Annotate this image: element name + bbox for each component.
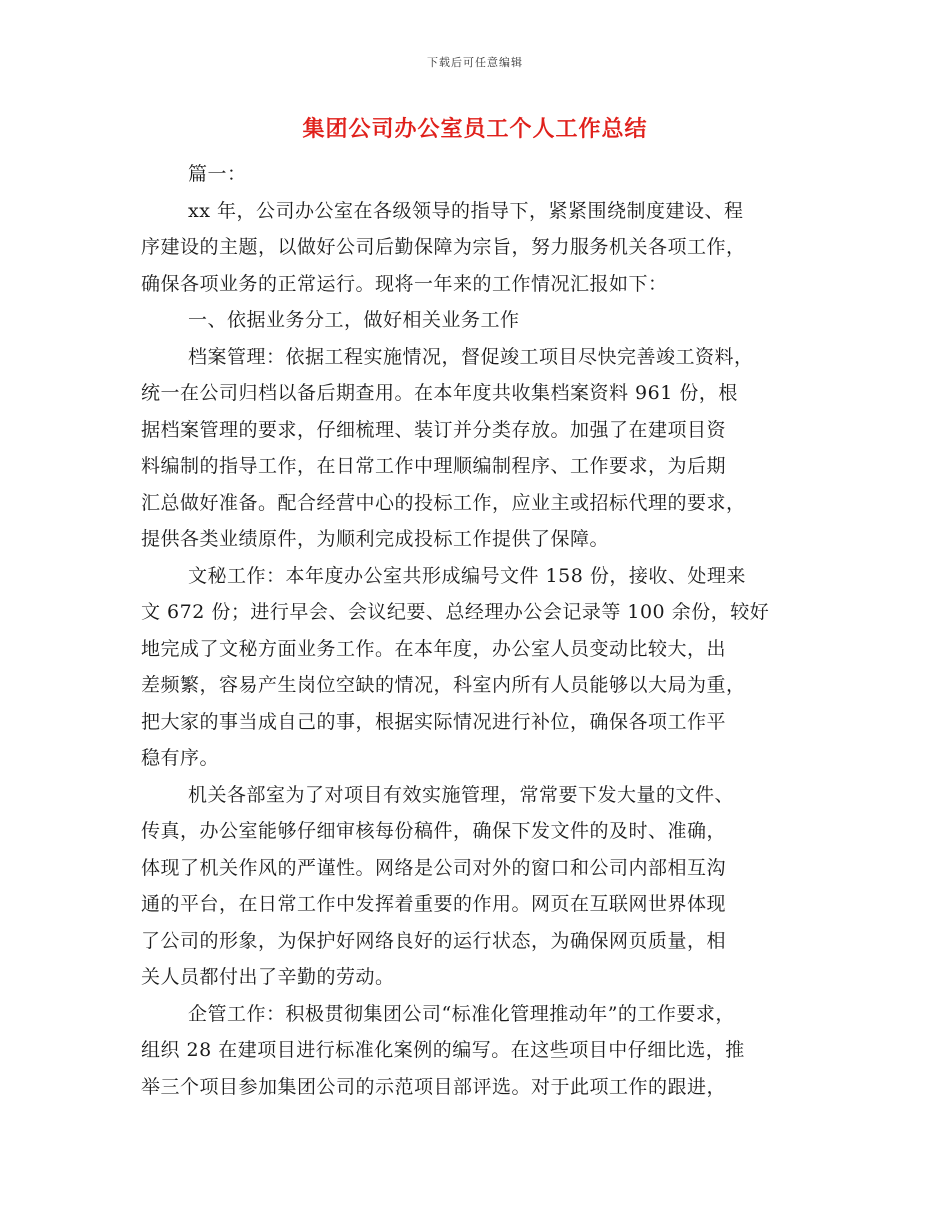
body-line: 关人员都付出了辛勤的劳动。 (141, 966, 395, 988)
body-line: 序建设的主题，以做好公司后勤保障为宗旨，努力服务机关各项工作， (141, 236, 746, 258)
body-line: 地完成了文秘方面业务工作。在本年度，办公室人员变动比较大，出 (141, 637, 727, 660)
body-line: 确保各项业务的正常运行。现将一年来的工作情况汇报如下： (141, 272, 668, 295)
body-line: 汇总做好准备。配合经营中心的投标工作，应业主或招标代理的要求， (141, 491, 746, 514)
document-body (141, 156, 811, 1105)
body-line: 企管工作：积极贯彻集团公司“标准化管理推动年”的工作要求， (188, 1002, 735, 1025)
body-line: 了公司的形象，为保护好网络良好的运行状态，为确保网页质量，相 (141, 929, 727, 952)
section-heading: 一、依据业务分工，做好相关业务工作 (188, 309, 520, 331)
body-line: xx 年，公司办公室在各级领导的指导下，紧紧围绕制度建设、程 (188, 199, 744, 222)
body-line: 统一在公司归档以备后期查用。在本年度共收集档案资料 961 份，根 (141, 382, 738, 404)
document-title: 集团公司办公室员工个人工作总结 (302, 116, 648, 142)
body-line: 差频繁，容易产生岗位空缺的情况，科室内所有人员能够以大局为重， (141, 674, 746, 696)
body-line: 组织 28 在建项目进行标准化案例的编写。在这些项目中仔细比选，推 (141, 1039, 745, 1061)
section-label: 篇一： (188, 163, 247, 185)
body-line: 据档案管理的要求，仔细梳理、装订并分类存放。加强了在建项目资 (141, 418, 727, 441)
body-line: 文秘工作：本年度办公室共形成编号文件 158 份，接收、处理来 (188, 564, 746, 587)
header-note: 下载后可任意编辑 (427, 56, 523, 69)
body-line: 传真，办公室能够仔细审核每份稿件，确保下发文件的及时、准确， (141, 820, 727, 842)
body-line: 档案管理：依据工程实施情况，督促竣工项目尽快完善竣工资料， (188, 345, 754, 368)
body-line: 体现了机关作风的严谨性。网络是公司对外的窗口和公司内部相互沟 (141, 856, 727, 879)
body-line: 文 672 份；进行早会、会议纪要、总经理办公会记录等 100 余份，较好 (141, 601, 770, 623)
body-line: 举三个项目参加集团公司的示范项目部评选。对于此项工作的跟进， (141, 1075, 727, 1098)
body-line: 提供各类业绩原件，为顺利完成投标工作提供了保障。 (141, 528, 610, 550)
body-line: 把大家的事当成自己的事，根据实际情况进行补位，确保各项工作平 (141, 710, 727, 733)
body-line: 通的平台，在日常工作中发挥着重要的作用。网页在互联网世界体现 (141, 893, 727, 915)
body-line: 稳有序。 (141, 747, 220, 769)
body-line: 机关各部室为了对项目有效实施管理，常常要下发大量的文件、 (188, 783, 735, 806)
body-line: 料编制的指导工作，在日常工作中理顺编制程序、工作要求，为后期 (141, 455, 727, 477)
